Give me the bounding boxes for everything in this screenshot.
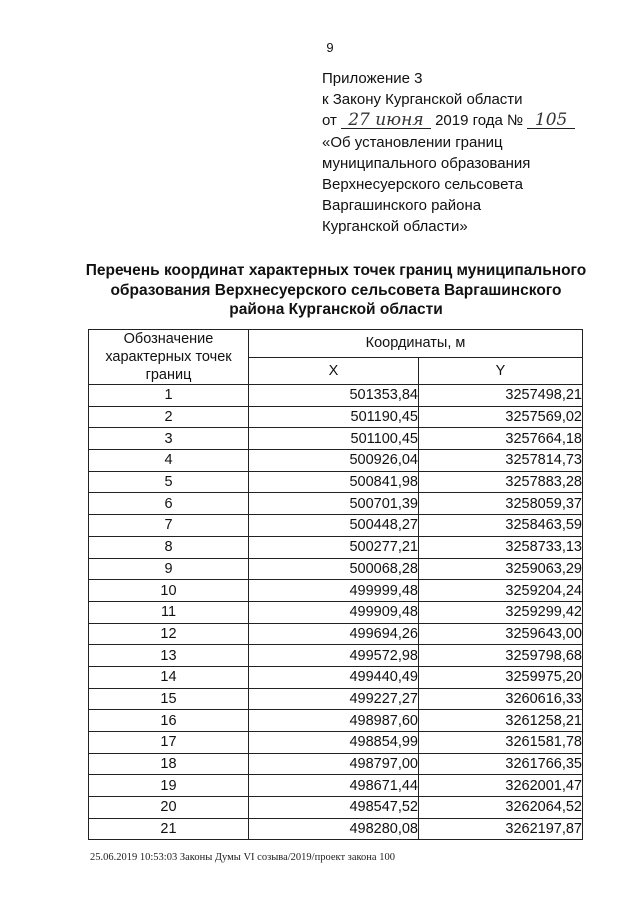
table-row — [89, 450, 583, 472]
table-row — [89, 406, 583, 428]
x-coordinate-cell: 499440,49 — [249, 666, 419, 688]
x-coordinate-cell: 500926,04 — [249, 450, 419, 472]
table-row — [89, 688, 583, 710]
point-number-cell: 19 — [89, 775, 249, 797]
title-line-1: Перечень координат характерных точек границ муниципального — [85, 262, 587, 279]
table-row — [89, 493, 583, 515]
y-coordinate-cell: 3261766,35 — [419, 753, 583, 775]
appendix-title: Приложение 3 — [322, 70, 423, 87]
y-coordinate-cell: 3259299,42 — [419, 601, 583, 623]
x-coordinate-cell: 501100,45 — [249, 428, 419, 450]
table-row — [89, 645, 583, 667]
point-number-cell: 8 — [89, 536, 249, 558]
appendix-header — [322, 68, 622, 238]
x-coordinate-cell: 498671,44 — [249, 775, 419, 797]
point-number-cell: 5 — [89, 471, 249, 493]
y-coordinate-cell: 3259643,00 — [419, 623, 583, 645]
table-row — [89, 775, 583, 797]
y-coordinate-cell: 3259204,24 — [419, 580, 583, 602]
point-number-cell: 11 — [89, 601, 249, 623]
table-row — [89, 732, 583, 754]
y-coordinate-cell: 3262064,52 — [419, 797, 583, 819]
point-number-cell: 21 — [89, 818, 249, 840]
y-coordinate-cell: 3257569,02 — [419, 406, 583, 428]
x-coordinate-cell: 498280,08 — [249, 818, 419, 840]
law-name-line-1: «Об установлении границ — [322, 133, 503, 151]
y-coordinate-cell: 3262001,47 — [419, 775, 583, 797]
point-number-cell: 20 — [89, 797, 249, 819]
appendix-date-line — [322, 110, 622, 131]
handwritten-date: 27 июня — [341, 113, 431, 129]
coordinates-header: Координаты, м — [249, 330, 583, 358]
x-coordinate-cell: 499227,27 — [249, 688, 419, 710]
x-coordinate-cell: 498547,52 — [249, 797, 419, 819]
x-header: X — [249, 357, 419, 385]
point-header-line-2: характерных точек — [105, 349, 232, 365]
law-name-line-3: Верхнесуерского сельсовета — [322, 176, 523, 194]
point-number-cell: 6 — [89, 493, 249, 515]
table-row — [89, 385, 583, 407]
y-header: Y — [419, 357, 583, 385]
footer-stamp: 25.06.2019 10:53:03 Законы Думы VI созыва/2019/проект закона 100 — [90, 852, 395, 863]
y-coordinate-cell: 3257814,73 — [419, 450, 583, 472]
point-number-cell: 3 — [89, 428, 249, 450]
x-coordinate-cell: 501353,84 — [249, 385, 419, 407]
point-number-cell: 15 — [89, 688, 249, 710]
x-coordinate-cell: 498797,00 — [249, 753, 419, 775]
x-coordinate-cell: 498854,99 — [249, 732, 419, 754]
x-coordinate-cell: 499999,48 — [249, 580, 419, 602]
x-coordinate-cell: 501190,45 — [249, 406, 419, 428]
table-row — [89, 428, 583, 450]
point-number-cell: 9 — [89, 558, 249, 580]
point-number-cell: 18 — [89, 753, 249, 775]
page-number: 9 — [326, 40, 334, 55]
appendix-law-reference: к Закону Курганской области — [322, 91, 523, 109]
y-coordinate-cell: 3259975,20 — [419, 666, 583, 688]
table-row — [89, 515, 583, 537]
law-name-line-5: Курганской области» — [322, 218, 468, 236]
y-coordinate-cell: 3261258,21 — [419, 710, 583, 732]
x-coordinate-cell: 500277,21 — [249, 536, 419, 558]
title-line-3: района Курганской области — [229, 301, 443, 318]
x-coordinate-cell: 499572,98 — [249, 645, 419, 667]
y-coordinate-cell: 3258733,13 — [419, 536, 583, 558]
title-line-2: образования Верхнесуерского сельсовета Варгашинского — [110, 281, 562, 299]
x-coordinate-cell: 500448,27 — [249, 515, 419, 537]
date-prefix: от — [322, 112, 337, 130]
x-coordinate-cell: 499909,48 — [249, 601, 419, 623]
table-row — [89, 536, 583, 558]
table-row — [89, 471, 583, 493]
point-designation-header — [89, 330, 249, 385]
point-number-cell: 2 — [89, 406, 249, 428]
point-number-cell: 17 — [89, 732, 249, 754]
y-coordinate-cell: 3258463,59 — [419, 515, 583, 537]
y-coordinate-cell: 3257498,21 — [419, 385, 583, 407]
x-coordinate-cell: 498987,60 — [249, 710, 419, 732]
y-coordinate-cell: 3262197,87 — [419, 818, 583, 840]
table-row — [89, 558, 583, 580]
document-title — [70, 261, 602, 320]
point-number-cell: 1 — [89, 385, 249, 407]
law-name-line-4: Варгашинского района — [322, 197, 482, 215]
table-row — [89, 753, 583, 775]
y-coordinate-cell: 3257664,18 — [419, 428, 583, 450]
y-coordinate-cell: 3260616,33 — [419, 688, 583, 710]
date-suffix: 2019 года № — [435, 112, 524, 130]
x-coordinate-cell: 499694,26 — [249, 623, 419, 645]
point-number-cell: 14 — [89, 666, 249, 688]
point-number-cell: 7 — [89, 515, 249, 537]
point-header-line-3: границ — [145, 367, 192, 383]
y-coordinate-cell: 3258059,37 — [419, 493, 583, 515]
table-row — [89, 797, 583, 819]
point-number-cell: 12 — [89, 623, 249, 645]
table-row — [89, 580, 583, 602]
y-coordinate-cell: 3257883,28 — [419, 471, 583, 493]
x-coordinate-cell: 500841,98 — [249, 471, 419, 493]
point-number-cell: 4 — [89, 450, 249, 472]
table-row — [89, 710, 583, 732]
y-coordinate-cell: 3261581,78 — [419, 732, 583, 754]
point-header-line-1: Обозначение — [123, 331, 214, 347]
handwritten-law-number: 105 — [527, 113, 575, 129]
point-number-cell: 16 — [89, 710, 249, 732]
point-number-cell: 13 — [89, 645, 249, 667]
x-coordinate-cell: 500701,39 — [249, 493, 419, 515]
table-row — [89, 601, 583, 623]
table-row — [89, 666, 583, 688]
table-row — [89, 623, 583, 645]
point-number-cell: 10 — [89, 580, 249, 602]
y-coordinate-cell: 3259798,68 — [419, 645, 583, 667]
law-name-line-2: муниципального образования — [322, 154, 531, 172]
table-row — [89, 818, 583, 840]
x-coordinate-cell: 500068,28 — [249, 558, 419, 580]
y-coordinate-cell: 3259063,29 — [419, 558, 583, 580]
coordinates-table — [88, 329, 583, 840]
